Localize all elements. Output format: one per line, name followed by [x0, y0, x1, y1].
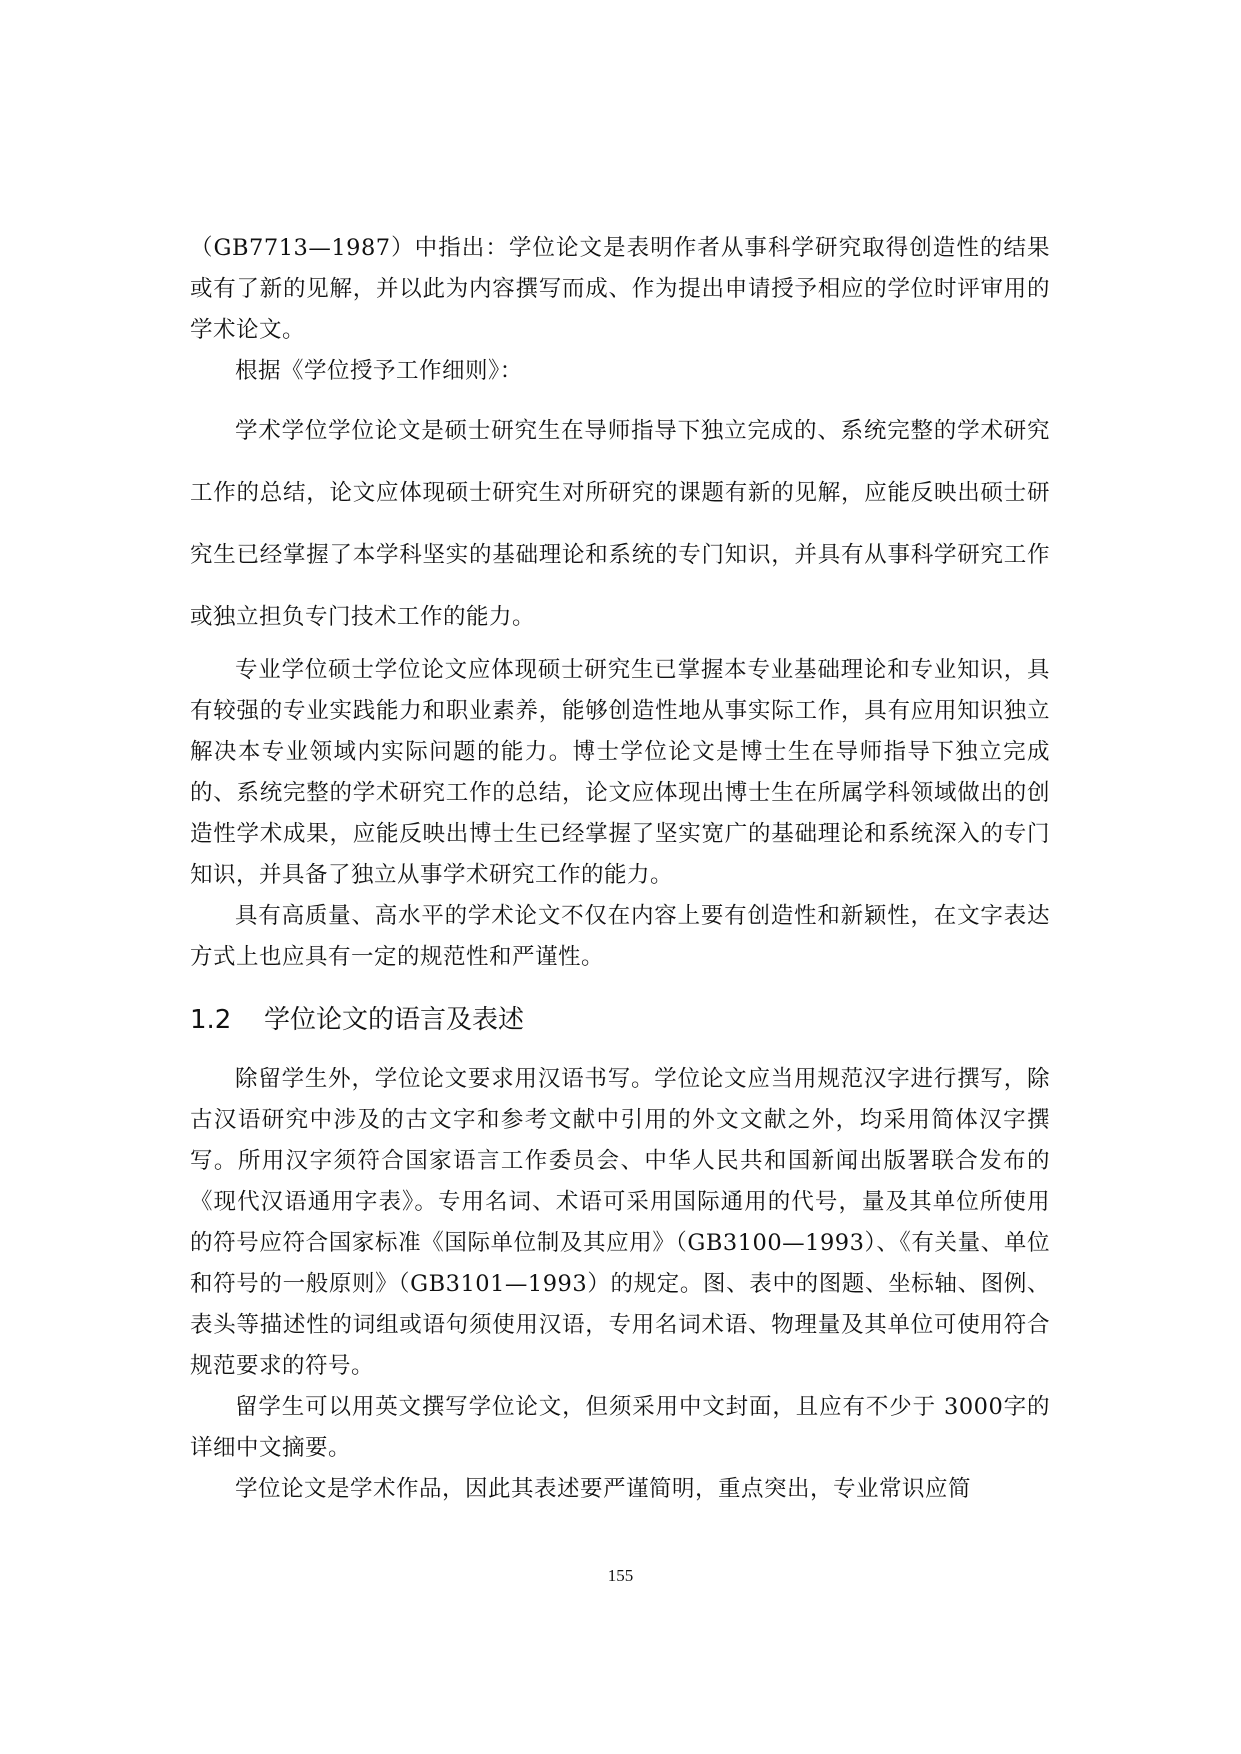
page-number: 155 — [607, 1566, 634, 1585]
section-title: 学位论文的语言及表述 — [264, 1005, 525, 1035]
section-number: 1.2 — [190, 1005, 232, 1035]
paragraph-quality-requirement: 具有高质量、高水平的学术论文不仅在内容上要有创造性和新颖性，在文字表达方式上也应具有一定的规范性和严谨性。 — [190, 903, 1050, 970]
paragraph-professional-degree-thesis: 专业学位硕士学位论文应体现硕士研究生已掌握本专业基础理论和专业知识，具有较强的专业实践能力和职业素养，能够创造性地从事实际工作，具有应用知识独立解决本专业领域内实际问题的能力。博士学位论文是博士生在导师指导下独立完成的、系统完整的学术研究工作的总结，论文应体现出博士生在所属学科领域做出的创造性学术成果，应能反映出博士生已经掌握了坚实宽广的基础理论和系统深入的专门知识，并具备了独立从事学术研究工作的能力。 — [190, 657, 1050, 888]
paragraph-academic-degree-thesis: 学术学位学位论文是硕士研究生在导师指导下独立完成的、系统完整的学术研究工作的总结，论文应体现硕士研究生对所研究的课题有新的见解，应能反映出硕士研究生已经掌握了本学科坚实的基础理论和系统的专门知识，并具有从事科学研究工作或独立担负专门技术工作的能力。 — [190, 418, 1050, 630]
section-heading — [190, 1000, 524, 1040]
paragraph-regulation-intro: 根据《学位授予工作细则》： — [235, 358, 523, 384]
paragraph-expression-style: 学位论文是学术作品，因此其表述要严谨简明，重点突出，专业常识应简 — [235, 1476, 972, 1502]
body-text-lower — [190, 1059, 1050, 1510]
paragraph-international-students: 留学生可以用英文撰写学位论文，但须采用中文封面，且应有不少于 3000字的详细中文摘要。 — [190, 1394, 1050, 1461]
paragraph-gb7713-definition: （GB7713—1987）中指出：学位论文是表明作者从事科学研究取得创造性的结果或有了新的见解，并以此为内容撰写而成、作为提出申请授予相应的学位时评审用的学术论文。 — [190, 235, 1050, 343]
paragraph-language-requirement: 除留学生外，学位论文要求用汉语书写。学位论文应当用规范汉字进行撰写，除古汉语研究中涉及的古文字和参考文献中引用的外文文献之外，均采用简体汉字撰写。所用汉字须符合国家语言工作委员会、中华人民共和国新闻出版署联合发布的《现代汉语通用字表》。专用名词、术语可采用国际通用的代号，量及其单位所使用的符号应符合国家标准《国际单位制及其应用》（GB3100—1993）、《有关量、单位和符号的一般原则》（GB3101—1993）的规定。图、表中的图题、坐标轴、图例、表头等描述性的词组或语句须使用汉语，专用名词术语、物理量及其单位可使用符合规范要求的符号。 — [190, 1066, 1050, 1379]
body-text-upper — [190, 228, 1050, 978]
